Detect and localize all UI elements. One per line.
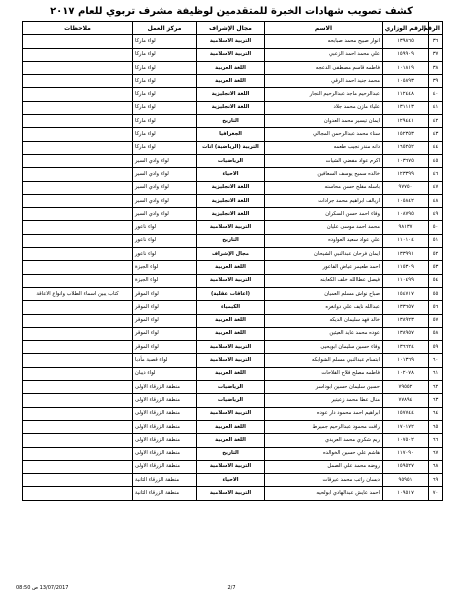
cell-seq: ٥٨ (429, 327, 443, 340)
cell-seq: ٦٨ (429, 460, 443, 473)
cell-name: عبدالله نايف علي دوانغره (265, 301, 383, 314)
cell-notes (23, 141, 133, 154)
cell-notes (23, 447, 133, 460)
cell-field: الاحياء (197, 474, 265, 487)
cell-seq: ٥١ (429, 234, 443, 247)
cell-notes (23, 75, 133, 88)
cell-name: احمد عايش عبدالهادي ابولحيه (265, 487, 383, 500)
cell-ministry-number: ١٠٣٦٧٥ (383, 154, 429, 167)
applicants-table (22, 21, 443, 501)
cell-name: عوده محمد عايد العيثين (265, 327, 383, 340)
table-row (23, 234, 443, 247)
cell-ministry-number: ٩٥٩٥١ (383, 474, 429, 487)
cell-name: باسله مفلح حسن محاسنه (265, 181, 383, 194)
cell-work-center: لواء وادي السير (133, 208, 197, 221)
cell-ministry-number: ١٥٧٧٤٤ (383, 407, 429, 420)
cell-seq: ٥٦ (429, 301, 443, 314)
header-seq: الرقم (429, 22, 443, 35)
cell-notes (23, 407, 133, 420)
cell-field: اللغة الانجليزية (197, 194, 265, 207)
cell-field: الرياضيات (197, 394, 265, 407)
cell-work-center: لواء الموقر (133, 341, 197, 354)
cell-work-center: لواء وادي السير (133, 194, 197, 207)
cell-ministry-number: ١٠٩٥١٧ (383, 487, 429, 500)
cell-name: صباح نواش مسلم العميان (265, 287, 383, 300)
cell-name: فاطمه مصلح فلاح الفلاحات (265, 367, 383, 380)
cell-ministry-number: ١٠٧٥٠٢ (383, 434, 429, 447)
cell-seq: ٧٠ (429, 487, 443, 500)
cell-work-center: لواء ناعور (133, 248, 197, 261)
header-field: مجال الإشراف (197, 22, 265, 35)
table-row (23, 327, 443, 340)
cell-name: فاطمه قاسم مصطفى الدعجه (265, 61, 383, 74)
cell-notes (23, 394, 133, 407)
cell-work-center: منطقة الزرقاء الاولى (133, 447, 197, 460)
cell-notes (23, 168, 133, 181)
cell-field: التربية الاسلامية (197, 354, 265, 367)
cell-work-center: منطقة الزرقاء الثانية (133, 487, 197, 500)
cell-seq: ٤١ (429, 101, 443, 114)
cell-notes (23, 420, 133, 433)
cell-ministry-number: ١١٥٣٠٩ (383, 261, 429, 274)
cell-name: ايمان فرحان عبدالنبي الشيحان (265, 248, 383, 261)
cell-field: التربية الاسلامية (197, 35, 265, 48)
cell-name: ريم شكري محمد العريدي (265, 434, 383, 447)
cell-work-center: لواء وادي السير (133, 168, 197, 181)
footer-page-number: 2/7 (227, 585, 236, 591)
table-row (23, 314, 443, 327)
cell-notes: كتاب يبين اسماء الطلاب وانواع الاعاقة (23, 287, 133, 300)
cell-field: اللغة الانجليزية (197, 88, 265, 101)
cell-work-center: لواء الموقر (133, 327, 197, 340)
table-row (23, 274, 443, 287)
table-row (23, 341, 443, 354)
cell-notes (23, 234, 133, 247)
cell-field: اللغة العربية (197, 75, 265, 88)
table-row (23, 367, 443, 380)
table-row (23, 61, 443, 74)
cell-notes (23, 221, 133, 234)
cell-name: خالده سميح يوسف السعافين (265, 168, 383, 181)
cell-work-center: لواء الموقر (133, 301, 197, 314)
cell-work-center: لواء ماركا (133, 61, 197, 74)
cell-name: محمد جنيد احمد الرقي (265, 75, 383, 88)
cell-notes (23, 434, 133, 447)
cell-field: التاريخ (197, 234, 265, 247)
cell-field: اللغة العربية (197, 434, 265, 447)
cell-seq: ٤٥ (429, 154, 443, 167)
cell-work-center: لواء ماركا (133, 75, 197, 88)
cell-field: التربية الاسلامية (197, 48, 265, 61)
cell-work-center: منطقة الزرقاء الاولى (133, 434, 197, 447)
table-row (23, 407, 443, 420)
cell-name: ابراهيم احمد محمود دار عوده (265, 407, 383, 420)
table-row (23, 394, 443, 407)
table-row (23, 261, 443, 274)
cell-field: الاحياء (197, 168, 265, 181)
cell-notes (23, 327, 133, 340)
header-center: مركز العمل (133, 22, 197, 35)
cell-seq: ٤٦ (429, 168, 443, 181)
cell-work-center: لواء ماركا (133, 128, 197, 141)
cell-work-center: لواء ناعور (133, 234, 197, 247)
cell-seq: ٥٤ (429, 274, 443, 287)
table-row (23, 115, 443, 128)
cell-ministry-number: ١٠٢٠٧٨ (383, 367, 429, 380)
cell-field: اللغة العربية (197, 327, 265, 340)
cell-field: الكيمياء (197, 301, 265, 314)
table-row (23, 221, 443, 234)
cell-work-center: منطقة الزرقاء الاولى (133, 460, 197, 473)
cell-notes (23, 181, 133, 194)
cell-notes (23, 314, 133, 327)
cell-work-center: لواء ذيبان (133, 367, 197, 380)
cell-work-center: لواء وادي السير (133, 181, 197, 194)
table-row (23, 75, 443, 88)
cell-field: التاريخ (197, 115, 265, 128)
cell-seq: ٤٨ (429, 194, 443, 207)
table-row (23, 248, 443, 261)
cell-work-center: لواء ماركا (133, 115, 197, 128)
cell-ministry-number: ١٥٩٩٠٩ (383, 48, 429, 61)
cell-field: اللغة الانجليزية (197, 208, 265, 221)
cell-seq: ٦٧ (429, 447, 443, 460)
cell-ministry-number: ١٣٣٦٥٧ (383, 301, 429, 314)
table-row (23, 301, 443, 314)
cell-seq: ٦٤ (429, 407, 443, 420)
cell-work-center: لواء ماركا (133, 141, 197, 154)
cell-seq: ٦١ (429, 367, 443, 380)
table-row (23, 35, 443, 48)
table-row (23, 208, 443, 221)
cell-notes (23, 301, 133, 314)
cell-field: مجال الإشراف (197, 248, 265, 261)
cell-ministry-number: ١٣٩٨٦٥ (383, 35, 429, 48)
cell-name: اكرم عواد مفضي الشيات (265, 154, 383, 167)
cell-ministry-number: ١٣٨٩٥٧ (383, 327, 429, 340)
cell-notes (23, 194, 133, 207)
cell-ministry-number: ٩٨١٣٧ (383, 221, 429, 234)
cell-ministry-number: ١١٢٤٤٨ (383, 88, 429, 101)
cell-field: التربية (الرياضية) اناث (197, 141, 265, 154)
cell-field: التاريخ (197, 447, 265, 460)
cell-work-center: لواء ماركا (133, 35, 197, 48)
cell-seq: ٤٩ (429, 208, 443, 221)
cell-work-center: منطقة الزرقاء الاولى (133, 381, 197, 394)
cell-ministry-number: ١٥٢٣٥٣ (383, 128, 429, 141)
table-row (23, 168, 443, 181)
cell-name: سناء محمد عبدالرحمن المجالي (265, 128, 383, 141)
cell-ministry-number: ١٥٩٥٢٧ (383, 460, 429, 473)
cell-ministry-number: ١٣١١١٣ (383, 101, 429, 114)
table-row (23, 154, 443, 167)
cell-name: فيصل عطاالله خلف الكعابنه (265, 274, 383, 287)
cell-field: الرياضيات (197, 154, 265, 167)
table-row (23, 181, 443, 194)
cell-ministry-number: ١٣٦٦٢٤ (383, 341, 429, 354)
table-row (23, 474, 443, 487)
cell-seq: ٦٥ (429, 420, 443, 433)
cell-seq: ٥٣ (429, 261, 443, 274)
cell-ministry-number: ١٣٣٩٩١ (383, 248, 429, 261)
cell-ministry-number: ٩٧٧٥٠ (383, 181, 429, 194)
cell-notes (23, 354, 133, 367)
cell-work-center: لواء الموقر (133, 287, 197, 300)
cell-seq: ٤٢ (429, 115, 443, 128)
cell-notes (23, 61, 133, 74)
cell-work-center: لواء ماركا (133, 101, 197, 114)
cell-seq: ٣٦ (429, 35, 443, 48)
footer-date: 13/07/2017 ص 08:50 (16, 585, 69, 591)
cell-field: اللغة العربية (197, 420, 265, 433)
cell-ministry-number: ١٢٩٤٤١ (383, 115, 429, 128)
cell-seq: ٤٤ (429, 141, 443, 154)
cell-seq: ٤٣ (429, 128, 443, 141)
cell-seq: ٤٧ (429, 181, 443, 194)
cell-seq: ٣٨ (429, 61, 443, 74)
table-body (23, 35, 443, 500)
header-name: الاسم (265, 22, 383, 35)
cell-ministry-number: ١٥٤٧١٧ (383, 287, 429, 300)
cell-work-center: لواء قصبة مأدبا (133, 354, 197, 367)
cell-notes (23, 48, 133, 61)
cell-notes (23, 115, 133, 128)
cell-notes (23, 208, 133, 221)
cell-field: اللغة العربية (197, 367, 265, 380)
cell-seq: ٦٣ (429, 394, 443, 407)
cell-field: التربية الاسلامية (197, 407, 265, 420)
cell-field: اللغة العربية (197, 261, 265, 274)
cell-name: علي عواد سعيد العواوده (265, 234, 383, 247)
cell-seq: ٥٥ (429, 287, 443, 300)
table-row (23, 381, 443, 394)
page-title: كشف تصويب شهادات الخبرة للمتقدمين لوظيفة مشرف تربوي للعام ٢٠١٧ (50, 6, 413, 17)
cell-seq: ٦٦ (429, 434, 443, 447)
cell-ministry-number: ١٠٥٨٩٣ (383, 75, 429, 88)
cell-seq: ٥٠ (429, 221, 443, 234)
cell-field: اللغة الانجليزية (197, 101, 265, 114)
table-row (23, 354, 443, 367)
cell-notes (23, 88, 133, 101)
cell-name: وفاء احمد حسن السكران (265, 208, 383, 221)
cell-name: علي محمد احمد الزعبي (265, 48, 383, 61)
cell-notes (23, 341, 133, 354)
cell-field: التربية الاسلامية (197, 460, 265, 473)
cell-name: انوار صبيح محمد صبابحه (265, 35, 383, 48)
cell-name: خالد فهد سليمان الديكه (265, 314, 383, 327)
cell-notes (23, 460, 133, 473)
cell-ministry-number: ١٠٥٨٤٢ (383, 194, 429, 207)
cell-name: هاشم علي حسين الخوالده (265, 447, 383, 460)
cell-work-center: لواء الجيزة (133, 274, 197, 287)
cell-field: الرياضيات (197, 381, 265, 394)
cell-field: اللغة العربية (197, 61, 265, 74)
cell-ministry-number: ٧٩٥٥٢ (383, 381, 429, 394)
cell-seq: ٦٢ (429, 381, 443, 394)
header-notes: ملاحظات (23, 22, 133, 35)
table-row (23, 460, 443, 473)
cell-ministry-number: ١٠٨٧٩٥ (383, 208, 429, 221)
cell-ministry-number: ١١٠١٠٤ (383, 234, 429, 247)
cell-work-center: لواء الموقر (133, 314, 197, 327)
cell-notes (23, 35, 133, 48)
cell-seq: ٥٢ (429, 248, 443, 261)
cell-notes (23, 261, 133, 274)
cell-ministry-number: ١١٧٠٩٠ (383, 447, 429, 460)
cell-seq: ٦٩ (429, 474, 443, 487)
cell-work-center: منطقة الزرقاء الاولى (133, 420, 197, 433)
table-row (23, 101, 443, 114)
cell-name: محمد احمد موسى عليان (265, 221, 383, 234)
cell-name: ايمان تيسير محمد العدوان (265, 115, 383, 128)
cell-ministry-number: ١٢٣٣٩٩ (383, 168, 429, 181)
cell-work-center: منطقة الزرقاء الثانية (133, 474, 197, 487)
cell-seq: ٦٠ (429, 354, 443, 367)
cell-name: روضه محمد علي الصمل (265, 460, 383, 473)
cell-notes (23, 128, 133, 141)
cell-work-center: لواء الجيزة (133, 261, 197, 274)
cell-ministry-number: ١٠١٣٦٩ (383, 354, 429, 367)
cell-field: (اعاقات عقلية) (197, 287, 265, 300)
cell-name: اريالف ابراهيم محمد جرادات (265, 194, 383, 207)
table-row (23, 128, 443, 141)
cell-field: التربية الاسلامية (197, 341, 265, 354)
table-row (23, 447, 443, 460)
cell-notes (23, 367, 133, 380)
cell-name: ابتسام عبدالنبي مسلم الشوابكه (265, 354, 383, 367)
table-row (23, 434, 443, 447)
cell-name: دبسان راتب محمد عيرقات (265, 474, 383, 487)
cell-notes (23, 101, 133, 114)
cell-field: اللغة العربية (197, 314, 265, 327)
cell-notes (23, 248, 133, 261)
cell-name: حسين سليمان حسين ابوداسر (265, 381, 383, 394)
cell-ministry-number: ١٣٨٩٢٣ (383, 314, 429, 327)
cell-ministry-number: ١٧٠١٧٢ (383, 420, 429, 433)
cell-seq: ٤٠ (429, 88, 443, 101)
cell-ministry-number: ١٦٥٢٥٢ (383, 141, 429, 154)
cell-name: منال عطا محمد زعيتير (265, 394, 383, 407)
cell-field: الجغرافيا (197, 128, 265, 141)
cell-field: التربية الاسلامية (197, 487, 265, 500)
table-row (23, 88, 443, 101)
cell-field: اللغة الانجليزية (197, 181, 265, 194)
cell-name: احمد طعيمر عياض الفاعور (265, 261, 383, 274)
table-row (23, 48, 443, 61)
table-row (23, 420, 443, 433)
cell-work-center: لواء ناعور (133, 221, 197, 234)
table-row (23, 194, 443, 207)
header-national-id: الرقم الوزاري (383, 22, 429, 35)
table-header-row (23, 22, 443, 35)
cell-name: وفاء حسين سليمان ابويحيى (265, 341, 383, 354)
table-row (23, 141, 443, 154)
cell-work-center: لواء ماركا (133, 48, 197, 61)
cell-ministry-number: ٧٧٨٩٤ (383, 394, 429, 407)
cell-notes (23, 274, 133, 287)
table-row (23, 287, 443, 300)
cell-seq: ٥٩ (429, 341, 443, 354)
cell-name: علياء مازن محمد جلاد (265, 101, 383, 114)
cell-notes (23, 487, 133, 500)
cell-notes (23, 154, 133, 167)
cell-seq: ٣٩ (429, 75, 443, 88)
cell-work-center: لواء ماركا (133, 88, 197, 101)
cell-ministry-number: ١٠١٨١٩ (383, 61, 429, 74)
cell-work-center: منطقة الزرقاء الاولى (133, 407, 197, 420)
cell-seq: ٥٧ (429, 314, 443, 327)
cell-field: التربية الاسلامية (197, 274, 265, 287)
cell-work-center: لواء وادي السير (133, 154, 197, 167)
cell-work-center: منطقة الزرقاء الاولى (133, 394, 197, 407)
cell-name: عبدالرحيم ماجد عبدالرحيم النجار (265, 88, 383, 101)
cell-name: دانه منذر نجيب طعمه (265, 141, 383, 154)
cell-seq: ٣٧ (429, 48, 443, 61)
cell-notes (23, 474, 133, 487)
cell-field: التربية الاسلامية (197, 221, 265, 234)
cell-ministry-number: ١١٠٤٩٩ (383, 274, 429, 287)
cell-name: رافت محمود عبدالرحيم جميرط (265, 420, 383, 433)
table-row (23, 487, 443, 500)
cell-notes (23, 381, 133, 394)
